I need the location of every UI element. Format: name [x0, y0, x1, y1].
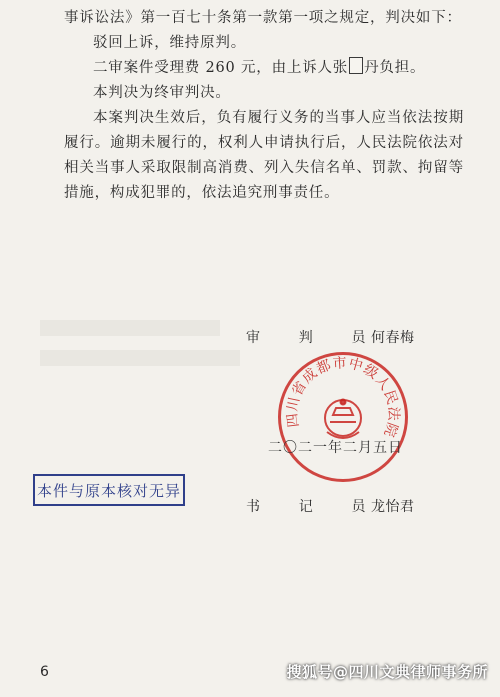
- paragraph-fee: [64, 56, 464, 81]
- national-emblem-icon: [325, 400, 361, 439]
- judge-name: 何春梅: [371, 330, 415, 346]
- verification-stamp: 本件与原本核对无异: [33, 474, 185, 506]
- clerk-title: 书 记 员: [246, 499, 366, 515]
- seal-lettering: 四川省成都市中级人民法院: [284, 355, 402, 440]
- judgment-date: 二〇二一年二月五日: [268, 440, 403, 456]
- paragraph-enforcement: 本案判决生效后，负有履行义务的当事人应当依法按期履行。逾期未履行的，权利人申请执行后，人民法院依法对相关当事人采取限制高消费、列入失信名单、罚款、拘留等措施，构成犯罪的，依法追究刑事责任。: [64, 110, 464, 201]
- bleed-through-shade: [40, 350, 240, 366]
- clerk-name: 龙怡君: [371, 499, 415, 515]
- watermark: 搜狐号@四川文典律师事务所: [286, 663, 488, 681]
- court-seal-graphic: [278, 352, 408, 482]
- court-seal: [278, 352, 408, 482]
- fee-text-before: 二审案件受理费 260 元，由上诉人张: [93, 60, 349, 76]
- paragraph-statute: 事诉讼法》第一百七十条第一款第一项之规定，判决如下：: [64, 10, 462, 26]
- judge-title: 审 判 员: [246, 330, 366, 346]
- redacted-name-box: [349, 57, 363, 74]
- judgment-body: [64, 6, 464, 206]
- paragraph-final: 本判决为终审判决。: [93, 85, 231, 101]
- fee-text-after: 丹负担。: [364, 60, 426, 76]
- paragraph-ruling: 驳回上诉，维持原判。: [93, 35, 246, 51]
- bleed-through-shade: [40, 320, 220, 336]
- page-number: 6: [40, 664, 49, 680]
